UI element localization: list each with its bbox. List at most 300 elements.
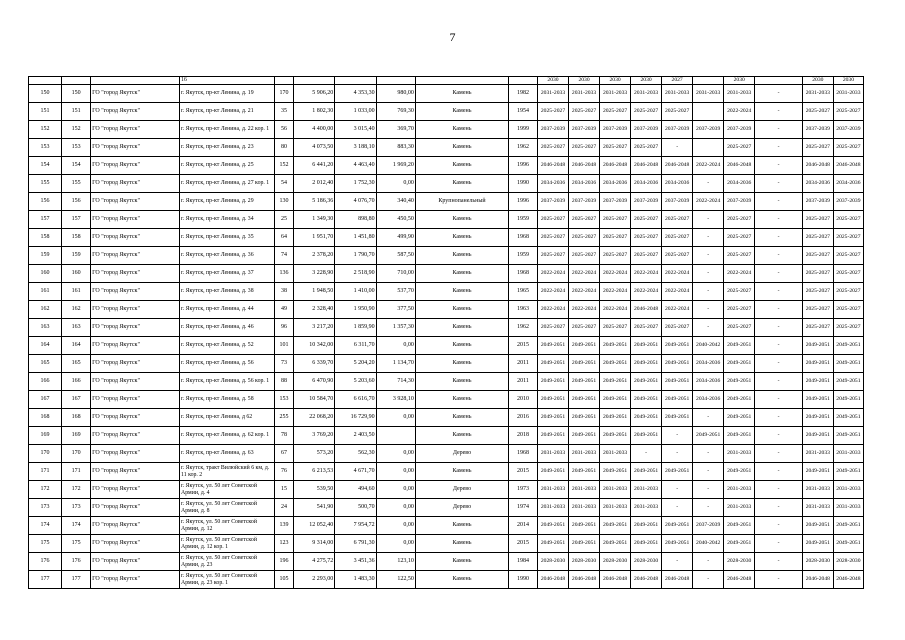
address-cell: г. Якутск, пр-кт Ленина, д. 58	[180, 391, 275, 409]
nonresidential-area-cell: 714,30	[376, 373, 415, 391]
table-row	[29, 265, 864, 283]
build-year-cell: 2015	[509, 463, 538, 481]
repair-period-cell: 2025-2027	[631, 103, 662, 121]
address-cell: г. Якутск, ул. 50 лет Советской Армии, д. 23 кор. 1	[180, 571, 275, 589]
repair-period-cell: 2025-2027	[833, 211, 863, 229]
address-cell: г. Якутск, пр-кт Ленина, д. 46	[180, 319, 275, 337]
municipality-cell: ГО "город Якутск"	[91, 247, 180, 265]
repair-period-cell: 2025-2027	[724, 319, 755, 337]
table-row	[29, 103, 864, 121]
row-number-2: 165	[62, 355, 91, 373]
repair-period-cell: 2037-2039	[631, 121, 662, 139]
repair-period-cell: 2049-2051	[537, 463, 568, 481]
build-year-cell: 2018	[509, 427, 538, 445]
row-number: 172	[29, 481, 62, 499]
row-number: 156	[29, 193, 62, 211]
repair-period-cell: 2049-2051	[833, 355, 863, 373]
row-number-2: 154	[62, 157, 91, 175]
address-cell: г. Якутск, пр-кт Ленина, д. 37	[180, 265, 275, 283]
row-number-2: 172	[62, 481, 91, 499]
wall-material-cell: Камень	[415, 373, 508, 391]
wall-material-cell: Камень	[415, 265, 508, 283]
repair-period-cell: -	[693, 571, 724, 589]
repair-period-cell: 2028-2030	[631, 553, 662, 571]
total-area-cell: 22 068,20	[293, 409, 334, 427]
repair-period-cell: 2046-2048	[662, 571, 693, 589]
row-number-2: 150	[62, 85, 91, 103]
repair-period-cell: 2022-2024	[537, 265, 568, 283]
repair-period-cell: 2025-2027	[537, 229, 568, 247]
total-area-cell: 6 441,20	[293, 157, 334, 175]
repair-period-cell: 2049-2051	[537, 517, 568, 535]
wall-material-cell: Камень	[415, 103, 508, 121]
address-cell: г. Якутск, пр-кт Ленина, д. 52	[180, 337, 275, 355]
repair-period-cell: 2049-2051	[724, 355, 755, 373]
repair-period-cell	[693, 139, 724, 157]
repair-period-cell: 2049-2051	[802, 391, 833, 409]
repair-period-cell: -	[693, 409, 724, 427]
repair-period-cell: 2049-2051	[631, 337, 662, 355]
row-number-2: 153	[62, 139, 91, 157]
repair-period-cell: 2049-2051	[569, 427, 600, 445]
repair-period-cell: 2022-2024	[662, 265, 693, 283]
total-area-cell: 10 584,70	[293, 391, 334, 409]
repair-period-cell: 2028-2030	[802, 553, 833, 571]
residential-area-cell: 5 203,60	[335, 373, 376, 391]
continuation-year: 2030	[802, 77, 833, 85]
residential-area-cell: 1 950,90	[335, 301, 376, 319]
residential-area-cell: 1 752,30	[335, 175, 376, 193]
repair-period-cell: 2025-2027	[833, 301, 863, 319]
repair-period-cell: 2049-2051	[802, 535, 833, 553]
nonresidential-area-cell: 499,90	[376, 229, 415, 247]
total-area-cell: 573,20	[293, 445, 334, 463]
repair-period-cell: 2049-2051	[802, 463, 833, 481]
repair-period-cell: -	[662, 445, 693, 463]
repair-period-cell: 2049-2051	[600, 463, 631, 481]
build-year-cell: 1996	[509, 157, 538, 175]
wall-material-cell: Камень	[415, 85, 508, 103]
row-number-2: 160	[62, 265, 91, 283]
repair-period-cell: 2022-2024	[537, 301, 568, 319]
residential-area-cell: 16 729,90	[335, 409, 376, 427]
repair-period-cell: -	[693, 247, 724, 265]
table-row	[29, 499, 864, 517]
nonresidential-area-cell: 0,00	[376, 535, 415, 553]
apartments-cell: 196	[275, 553, 294, 571]
address-cell: г. Якутск, ул. 50 лет Советской Армии, д. 23	[180, 553, 275, 571]
address-cell: г. Якутск, пр-кт Ленина, д. 34	[180, 211, 275, 229]
repair-period-cell: 2049-2051	[537, 427, 568, 445]
municipality-cell: ГО "город Якутск"	[91, 139, 180, 157]
repair-period-cell: -	[755, 157, 803, 175]
repair-period-cell: 2046-2048	[631, 301, 662, 319]
apartments-cell: 54	[275, 175, 294, 193]
repair-period-cell: 2028-2030	[537, 553, 568, 571]
residential-area-cell: 2 518,90	[335, 265, 376, 283]
repair-period-cell: 2025-2027	[569, 229, 600, 247]
table-row	[29, 391, 864, 409]
residential-area-cell: 4 076,70	[335, 193, 376, 211]
apartments-cell: 80	[275, 139, 294, 157]
repair-period-cell: 2025-2027	[802, 283, 833, 301]
nonresidential-area-cell: 0,00	[376, 481, 415, 499]
repair-period-cell: 2025-2027	[802, 247, 833, 265]
repair-period-cell: 2031-2033	[802, 499, 833, 517]
repair-period-cell: 2025-2027	[569, 139, 600, 157]
residential-area-cell: 898,80	[335, 211, 376, 229]
repair-period-cell: -	[693, 553, 724, 571]
wall-material-cell: Камень	[415, 553, 508, 571]
build-year-cell: 1968	[509, 445, 538, 463]
wall-material-cell: Камень	[415, 535, 508, 553]
table-row	[29, 229, 864, 247]
residential-area-cell: 5 204,20	[335, 355, 376, 373]
repair-period-cell: 2025-2027	[600, 247, 631, 265]
nonresidential-area-cell: 0,00	[376, 175, 415, 193]
repair-period-cell: 2025-2027	[724, 301, 755, 319]
apartments-cell: 24	[275, 499, 294, 517]
repair-period-cell: 2025-2027	[662, 319, 693, 337]
repair-period-cell: 2022-2024	[662, 283, 693, 301]
continuation-year: 2030	[537, 77, 568, 85]
address-cell: г. Якутск, пр-кт Ленина, д. 25	[180, 157, 275, 175]
residential-area-cell: 7 954,72	[335, 517, 376, 535]
repair-period-cell: 2034-2036	[802, 175, 833, 193]
continuation-year: 2030	[631, 77, 662, 85]
repair-period-cell: 2049-2051	[662, 517, 693, 535]
continuation-year: 2027	[662, 77, 693, 85]
table-row	[29, 193, 864, 211]
apartments-cell: 38	[275, 283, 294, 301]
repair-period-cell: 2025-2027	[833, 229, 863, 247]
repair-period-cell: 2046-2048	[662, 157, 693, 175]
repair-period-cell: 2049-2051	[724, 337, 755, 355]
repair-period-cell: 2049-2051	[833, 391, 863, 409]
repair-period-cell: 2037-2039	[724, 121, 755, 139]
repair-period-cell: 2025-2027	[537, 139, 568, 157]
repair-period-cell: 2037-2039	[537, 121, 568, 139]
address-cell: г. Якутск, пр-кт Ленина, д. 22 кор. 1	[180, 121, 275, 139]
table-row	[29, 571, 864, 589]
repair-period-cell: 2049-2051	[693, 427, 724, 445]
nonresidential-area-cell: 377,50	[376, 301, 415, 319]
repair-period-cell: 2034-2036	[693, 391, 724, 409]
nonresidential-area-cell: 980,00	[376, 85, 415, 103]
repair-period-cell: 2046-2048	[802, 571, 833, 589]
table-row	[29, 409, 864, 427]
apartments-cell: 64	[275, 229, 294, 247]
repair-period-cell: 2031-2033	[833, 445, 863, 463]
repair-period-cell: 2031-2033	[569, 85, 600, 103]
total-area-cell: 1 802,30	[293, 103, 334, 121]
repair-period-cell: -	[755, 175, 803, 193]
municipality-cell: ГО "город Якутск"	[91, 265, 180, 283]
nonresidential-area-cell: 0,00	[376, 445, 415, 463]
repair-period-cell: 2046-2048	[537, 157, 568, 175]
repair-period-cell: 2025-2027	[802, 265, 833, 283]
repair-period-cell: 2034-2036	[537, 175, 568, 193]
apartments-cell: 25	[275, 211, 294, 229]
residential-area-cell: 4 353,30	[335, 85, 376, 103]
repair-period-cell: 2049-2051	[833, 535, 863, 553]
nonresidential-area-cell: 1 969,20	[376, 157, 415, 175]
address-cell: г. Якутск, пр-кт Ленина, д. 38	[180, 283, 275, 301]
total-area-cell: 1 349,30	[293, 211, 334, 229]
table-row	[29, 445, 864, 463]
repair-period-cell: 2031-2033	[537, 481, 568, 499]
repair-period-cell: 2049-2051	[833, 517, 863, 535]
repair-period-cell: 2031-2033	[802, 445, 833, 463]
repair-period-cell: 2025-2027	[802, 139, 833, 157]
repair-period-cell: -	[755, 85, 803, 103]
nonresidential-area-cell: 587,50	[376, 247, 415, 265]
nonresidential-area-cell: 0,00	[376, 337, 415, 355]
repair-period-cell: -	[755, 283, 803, 301]
nonresidential-area-cell: 450,50	[376, 211, 415, 229]
address-cell: г. Якутск, тракт Вилюйский 6 км, д. 11 кор. 2	[180, 463, 275, 481]
repair-period-cell: -	[755, 355, 803, 373]
row-number-2: 169	[62, 427, 91, 445]
repair-period-cell: 2049-2051	[600, 337, 631, 355]
repair-period-cell: 2022-2024	[569, 265, 600, 283]
build-year-cell: 1968	[509, 229, 538, 247]
repair-period-cell: -	[755, 193, 803, 211]
repair-period-cell: 2049-2051	[600, 409, 631, 427]
continuation-year	[755, 77, 803, 85]
repair-period-cell: 2022-2024	[693, 193, 724, 211]
repair-period-cell: 2025-2027	[569, 211, 600, 229]
repair-period-cell: 2049-2051	[724, 463, 755, 481]
repair-period-cell: -	[755, 571, 803, 589]
build-year-cell: 1984	[509, 553, 538, 571]
municipality-cell: ГО "город Якутск"	[91, 373, 180, 391]
row-number: 151	[29, 103, 62, 121]
total-area-cell: 5 186,36	[293, 193, 334, 211]
municipality-cell: ГО "город Якутск"	[91, 409, 180, 427]
municipality-cell: ГО "город Якутск"	[91, 319, 180, 337]
wall-material-cell: Камень	[415, 283, 508, 301]
build-year-cell: 2015	[509, 337, 538, 355]
build-year-cell: 1990	[509, 571, 538, 589]
repair-period-cell: -	[755, 391, 803, 409]
nonresidential-area-cell: 537,70	[376, 283, 415, 301]
repair-period-cell: 2049-2051	[631, 463, 662, 481]
repair-period-cell: 2025-2027	[724, 247, 755, 265]
municipality-cell: ГО "город Якутск"	[91, 391, 180, 409]
address-cell: г. Якутск, пр-кт Ленина, д. 63	[180, 445, 275, 463]
residential-area-cell: 562,30	[335, 445, 376, 463]
repair-period-cell: 2049-2051	[724, 391, 755, 409]
total-area-cell: 4 400,00	[293, 121, 334, 139]
repair-period-cell: 2025-2027	[833, 319, 863, 337]
total-area-cell: 9 314,00	[293, 535, 334, 553]
repair-period-cell: 2049-2051	[802, 517, 833, 535]
nonresidential-area-cell: 122,50	[376, 571, 415, 589]
residential-area-cell: 3 188,10	[335, 139, 376, 157]
row-number-2: 173	[62, 499, 91, 517]
repair-period-cell: 2049-2051	[600, 355, 631, 373]
address-cell: г. Якутск, пр-кт Ленина, д. 62 кор. 1	[180, 427, 275, 445]
repair-period-cell: 2049-2051	[802, 427, 833, 445]
repair-period-cell: 2049-2051	[600, 427, 631, 445]
residential-area-cell: 494,60	[335, 481, 376, 499]
repair-period-cell: -	[662, 427, 693, 445]
apartments-cell: 15	[275, 481, 294, 499]
row-number: 152	[29, 121, 62, 139]
build-year-cell: 1999	[509, 121, 538, 139]
repair-period-cell: 2037-2039	[537, 193, 568, 211]
wall-material-cell: Камень	[415, 157, 508, 175]
table-row	[29, 463, 864, 481]
repair-period-cell: 2025-2027	[724, 283, 755, 301]
apartments-cell: 101	[275, 337, 294, 355]
repair-period-cell: 2049-2051	[662, 355, 693, 373]
municipality-cell: ГО "город Якутск"	[91, 355, 180, 373]
row-number: 176	[29, 553, 62, 571]
apartments-cell: 96	[275, 319, 294, 337]
row-number-2: 174	[62, 517, 91, 535]
municipality-cell: ГО "город Якутск"	[91, 211, 180, 229]
repair-period-cell: 2049-2051	[537, 409, 568, 427]
address-cell: г. Якутск, ул. 50 лет Советской Армии, д. 4	[180, 481, 275, 499]
repair-period-cell: -	[755, 337, 803, 355]
repair-period-cell: 2049-2051	[537, 337, 568, 355]
repair-period-cell: -	[755, 373, 803, 391]
repair-period-cell: 2037-2039	[569, 121, 600, 139]
row-number-2: 168	[62, 409, 91, 427]
repair-period-cell: -	[631, 445, 662, 463]
wall-material-cell: Камень	[415, 517, 508, 535]
repair-period-cell: 2031-2033	[833, 481, 863, 499]
wall-material-cell: Камень	[415, 427, 508, 445]
table-row	[29, 301, 864, 319]
table-row	[29, 373, 864, 391]
repair-period-cell: 2049-2051	[600, 373, 631, 391]
build-year-cell: 2015	[509, 535, 538, 553]
wall-material-cell: Камень	[415, 247, 508, 265]
repair-period-cell: 2031-2033	[569, 499, 600, 517]
repair-period-cell: 2049-2051	[833, 337, 863, 355]
repair-period-cell: -	[755, 229, 803, 247]
repair-period-cell: 2031-2033	[600, 499, 631, 517]
repair-period-cell: 2049-2051	[662, 391, 693, 409]
repair-period-cell: 2025-2027	[537, 319, 568, 337]
build-year-cell: 1974	[509, 499, 538, 517]
row-number: 168	[29, 409, 62, 427]
residential-area-cell: 1 483,30	[335, 571, 376, 589]
repair-period-cell: 2022-2024	[724, 103, 755, 121]
repair-period-cell: 2049-2051	[724, 517, 755, 535]
repair-period-cell: 2028-2030	[833, 553, 863, 571]
wall-material-cell: Камень	[415, 139, 508, 157]
apartments-cell: 74	[275, 247, 294, 265]
repair-period-cell: 2049-2051	[802, 355, 833, 373]
repair-period-cell: 2031-2033	[631, 499, 662, 517]
table-row	[29, 355, 864, 373]
row-number-2: 161	[62, 283, 91, 301]
repair-period-cell: 2025-2027	[833, 103, 863, 121]
apartments-cell: 67	[275, 445, 294, 463]
repair-period-cell: 2049-2051	[537, 373, 568, 391]
repair-period-cell: 2049-2051	[833, 463, 863, 481]
apartments-cell: 105	[275, 571, 294, 589]
repair-period-cell: -	[755, 121, 803, 139]
repair-period-cell: 2025-2027	[802, 229, 833, 247]
repair-period-cell: -	[662, 139, 693, 157]
row-number-2: 170	[62, 445, 91, 463]
residential-area-cell: 3 451,36	[335, 553, 376, 571]
repair-period-cell: -	[755, 409, 803, 427]
apartments-cell: 255	[275, 409, 294, 427]
table-row	[29, 481, 864, 499]
nonresidential-area-cell: 0,00	[376, 463, 415, 481]
municipality-cell: ГО "город Якутск"	[91, 193, 180, 211]
total-area-cell: 1 948,50	[293, 283, 334, 301]
repair-period-cell: 2025-2027	[662, 247, 693, 265]
row-number-2: 152	[62, 121, 91, 139]
repair-period-cell: 2034-2036	[724, 175, 755, 193]
build-year-cell: 1968	[509, 265, 538, 283]
nonresidential-area-cell	[376, 427, 415, 445]
repair-period-cell: 2031-2033	[724, 481, 755, 499]
municipality-cell: ГО "город Якутск"	[91, 301, 180, 319]
repair-period-cell: 2037-2039	[802, 193, 833, 211]
build-year-cell: 1965	[509, 283, 538, 301]
repair-period-cell: 2049-2051	[724, 535, 755, 553]
address-cell: г. Якутск, ул. 50 лет Советской Армии, д. 8	[180, 499, 275, 517]
repair-period-cell: 2049-2051	[833, 427, 863, 445]
repair-period-cell: 2046-2048	[833, 157, 863, 175]
table-row	[29, 157, 864, 175]
repair-period-cell: 2025-2027	[802, 103, 833, 121]
table-row	[29, 427, 864, 445]
nonresidential-area-cell: 3 928,10	[376, 391, 415, 409]
repair-period-cell: -	[755, 319, 803, 337]
address-cell: г. Якутск, пр-кт Ленина, д. 29	[180, 193, 275, 211]
repair-period-cell: 2046-2048	[600, 571, 631, 589]
repair-period-cell: 2025-2027	[662, 103, 693, 121]
wall-material-cell: Дерево	[415, 481, 508, 499]
residential-area-cell: 1 451,80	[335, 229, 376, 247]
repair-period-cell: 2031-2033	[569, 445, 600, 463]
nonresidential-area-cell: 769,30	[376, 103, 415, 121]
repair-period-cell: -	[662, 499, 693, 517]
row-number-2: 151	[62, 103, 91, 121]
nonresidential-area-cell: 123,10	[376, 553, 415, 571]
build-year-cell: 2011	[509, 355, 538, 373]
row-number-2: 162	[62, 301, 91, 319]
municipality-cell: ГО "город Якутск"	[91, 283, 180, 301]
continuation-year: 2030	[833, 77, 863, 85]
repair-period-cell: 2037-2039	[631, 193, 662, 211]
total-area-cell: 3 769,20	[293, 427, 334, 445]
repair-period-cell: 2049-2051	[724, 373, 755, 391]
table-row	[29, 139, 864, 157]
repair-period-cell: 2049-2051	[802, 409, 833, 427]
total-area-cell: 6 339,70	[293, 355, 334, 373]
repair-period-cell: -	[693, 229, 724, 247]
nonresidential-area-cell: 0,00	[376, 517, 415, 535]
row-number-2: 176	[62, 553, 91, 571]
total-area-cell: 2 378,20	[293, 247, 334, 265]
repair-period-cell: 2049-2051	[662, 463, 693, 481]
row-number: 174	[29, 517, 62, 535]
page-number: 7	[449, 30, 456, 44]
row-number: 171	[29, 463, 62, 481]
residential-area-cell: 6 616,70	[335, 391, 376, 409]
residential-area-cell: 1 859,90	[335, 319, 376, 337]
